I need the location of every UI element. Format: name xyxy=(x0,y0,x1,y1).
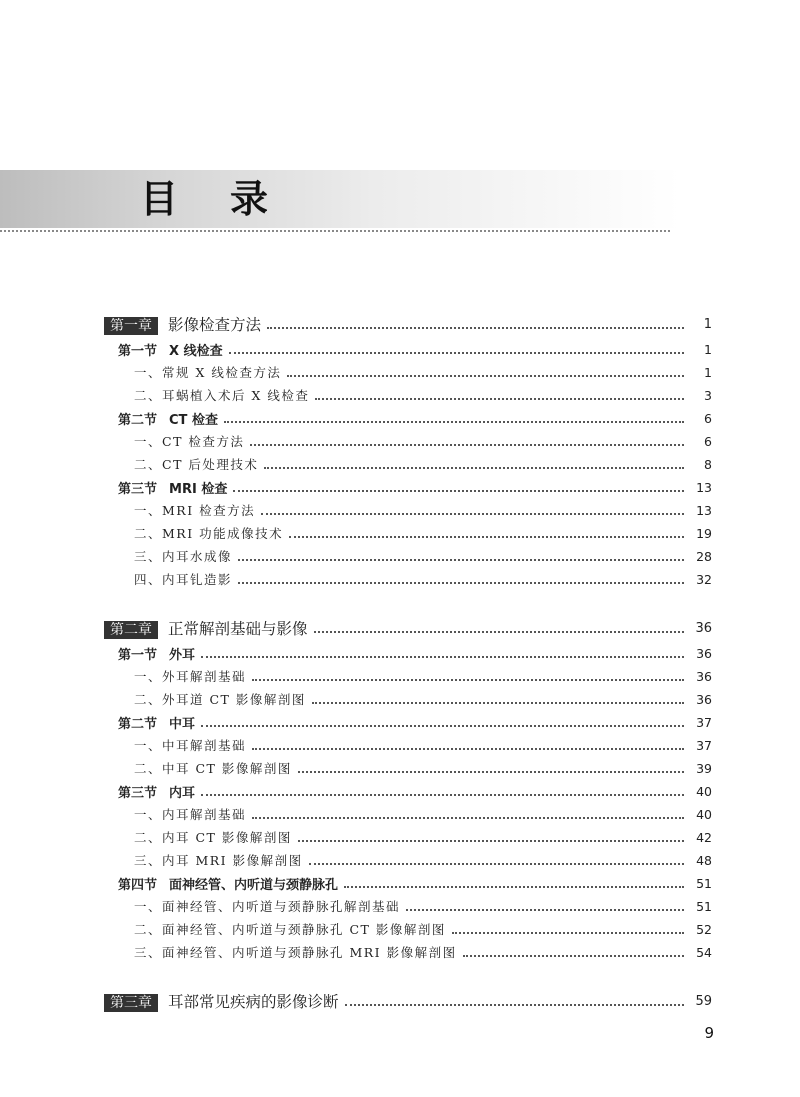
dot-leader xyxy=(250,444,684,446)
toc-entry-label xyxy=(134,851,303,869)
dot-leader xyxy=(201,794,684,796)
toc-entry-label xyxy=(118,644,195,663)
toc-item[interactable] xyxy=(134,733,712,757)
toc-section[interactable] xyxy=(118,337,712,361)
toc-page-number: 52 xyxy=(696,921,712,937)
dot-leader xyxy=(233,490,684,492)
item-title: 四、内耳钆造影 xyxy=(134,572,233,587)
toc-section[interactable] xyxy=(118,779,712,803)
toc-entry-label xyxy=(134,363,281,381)
toc-entry-label xyxy=(134,897,400,915)
section-title: 内耳 xyxy=(169,785,196,801)
toc-item[interactable] xyxy=(134,917,712,941)
toc-entry-label xyxy=(118,340,223,359)
toc-item[interactable] xyxy=(134,687,712,711)
toc-entry-label xyxy=(134,547,232,565)
page-title: 目录 xyxy=(140,177,321,221)
toc-entry-label xyxy=(134,524,283,542)
section-title: 中耳 xyxy=(169,716,196,732)
toc-item[interactable] xyxy=(134,664,712,688)
dot-leader xyxy=(261,513,684,515)
toc-page-number: 36 xyxy=(696,645,712,661)
toc-page-number: 48 xyxy=(696,852,712,868)
item-title: 二、耳蜗植入术后 X 线检查 xyxy=(134,388,310,403)
chapter-title: 正常解剖基础与影像 xyxy=(168,620,308,638)
toc-page-number: 28 xyxy=(696,548,712,564)
toc-page-number: 8 xyxy=(704,456,712,472)
toc-entry-label xyxy=(118,409,218,428)
toc-entry-label xyxy=(104,990,339,1012)
toc-entry-label xyxy=(134,920,446,938)
dot-leader xyxy=(345,1004,684,1006)
dot-leader xyxy=(252,679,684,681)
dot-leader xyxy=(298,840,684,842)
item-title: 二、面神经管、内听道与颈静脉孔 CT 影像解剖图 xyxy=(134,922,446,937)
toc-item[interactable] xyxy=(134,429,712,453)
toc-entry-label xyxy=(118,713,195,732)
toc-page-number: 36 xyxy=(695,620,712,636)
section-number: 第二节 xyxy=(118,716,158,732)
toc-entry-label xyxy=(134,759,292,777)
toc-entry-label xyxy=(134,432,244,450)
section-number: 第三节 xyxy=(118,785,158,801)
dot-leader xyxy=(264,467,684,469)
toc-page-number: 19 xyxy=(696,525,712,541)
toc-page-number: 36 xyxy=(696,668,712,684)
item-title: 一、外耳解剖基础 xyxy=(134,669,247,684)
toc-item[interactable] xyxy=(134,894,712,918)
toc-section[interactable] xyxy=(118,406,712,430)
item-title: 一、内耳解剖基础 xyxy=(134,807,247,822)
item-title: 一、常规 X 线检查方法 xyxy=(134,365,282,380)
toc-section[interactable] xyxy=(118,871,712,895)
chapter-badge: 第一章 xyxy=(104,317,158,335)
item-title: 一、MRI 检查方法 xyxy=(134,503,256,518)
item-title: 二、外耳道 CT 影像解剖图 xyxy=(134,692,306,707)
dot-leader xyxy=(452,932,684,934)
item-title: 三、内耳 MRI 影像解剖图 xyxy=(134,853,303,868)
dot-leader xyxy=(201,725,684,727)
toc-entry-label xyxy=(134,667,246,685)
section-number: 第一节 xyxy=(118,343,158,359)
dot-leader xyxy=(463,955,684,957)
toc-page-number: 37 xyxy=(696,737,712,753)
toc-page-number: 42 xyxy=(696,829,712,845)
toc-item[interactable] xyxy=(134,756,712,780)
toc-item[interactable] xyxy=(134,383,712,407)
toc-entry-label xyxy=(104,313,261,335)
toc-entry-label xyxy=(134,690,306,708)
dot-leader xyxy=(287,375,684,377)
dot-leader xyxy=(315,398,684,400)
toc-section[interactable] xyxy=(118,641,712,665)
dot-leader xyxy=(344,886,684,888)
toc-page-number: 3 xyxy=(704,387,712,403)
dot-leader xyxy=(267,327,684,329)
dot-leader xyxy=(312,702,684,704)
toc-page-number: 40 xyxy=(696,806,712,822)
toc-item[interactable] xyxy=(134,825,712,849)
dot-leader xyxy=(298,771,684,773)
item-title: 三、面神经管、内听道与颈静脉孔 MRI 影像解剖图 xyxy=(134,945,457,960)
toc-item[interactable] xyxy=(134,498,712,522)
dot-leader xyxy=(229,352,684,354)
section-title: CT 检查 xyxy=(169,412,218,428)
dot-leader xyxy=(224,421,684,423)
item-title: 二、MRI 功能成像技术 xyxy=(134,526,284,541)
chapter-badge: 第二章 xyxy=(104,621,158,639)
section-number: 第二节 xyxy=(118,412,158,428)
chapter-title: 影像检查方法 xyxy=(168,316,262,334)
toc-item[interactable] xyxy=(134,360,712,384)
toc-page-number: 37 xyxy=(696,714,712,730)
toc-page-number: 1 xyxy=(704,364,712,380)
toc-item[interactable] xyxy=(134,848,712,872)
dot-leader xyxy=(252,748,684,750)
section-number: 第一节 xyxy=(118,647,158,663)
page-number: 9 xyxy=(704,1024,714,1042)
toc-entry-label xyxy=(134,570,232,588)
chapter-title: 耳部常见疾病的影像诊断 xyxy=(168,993,339,1011)
dot-leader xyxy=(314,631,684,633)
toc-entry-label xyxy=(134,736,246,754)
dot-leader xyxy=(406,909,684,911)
toc-item[interactable] xyxy=(134,567,712,591)
toc-entry-label xyxy=(118,782,195,801)
toc-page-number: 6 xyxy=(704,433,712,449)
item-title: 二、CT 后处理技术 xyxy=(134,457,259,472)
toc-section[interactable] xyxy=(118,475,712,499)
toc-page-number: 51 xyxy=(696,898,712,914)
toc-page-number: 39 xyxy=(696,760,712,776)
toc-item[interactable] xyxy=(134,521,712,545)
toc-page-number: 32 xyxy=(696,571,712,587)
toc-page-number: 13 xyxy=(696,502,712,518)
toc-page-number: 36 xyxy=(696,691,712,707)
toc-entry-label xyxy=(134,386,309,404)
toc-page-number: 59 xyxy=(695,993,712,1009)
chapter-badge: 第三章 xyxy=(104,994,158,1012)
section-title: 外耳 xyxy=(169,647,196,663)
item-title: 一、CT 检查方法 xyxy=(134,434,245,449)
dot-leader xyxy=(289,536,684,538)
section-title: MRI 检查 xyxy=(169,481,228,497)
toc-entry-label xyxy=(104,617,308,639)
toc-page-number: 1 xyxy=(704,341,712,357)
toc-entry-label xyxy=(134,828,292,846)
toc-page-number: 54 xyxy=(696,944,712,960)
toc-entry-label xyxy=(134,805,246,823)
section-title: 面神经管、内听道与颈静脉孔 xyxy=(169,877,339,893)
dot-leader xyxy=(238,582,684,584)
toc-item[interactable] xyxy=(134,452,712,476)
toc-entry-label xyxy=(118,478,227,497)
dot-leader xyxy=(309,863,684,865)
item-title: 一、面神经管、内听道与颈静脉孔解剖基础 xyxy=(134,899,401,914)
toc-page-number: 1 xyxy=(703,316,712,332)
item-title: 一、中耳解剖基础 xyxy=(134,738,247,753)
toc-chapter[interactable] xyxy=(104,989,712,1013)
toc-section[interactable] xyxy=(118,710,712,734)
toc-page-number: 6 xyxy=(704,410,712,426)
item-title: 三、内耳水成像 xyxy=(134,549,233,564)
dot-leader xyxy=(252,817,684,819)
dot-leader xyxy=(238,559,684,561)
toc-item[interactable] xyxy=(134,940,712,964)
section-number: 第四节 xyxy=(118,877,158,893)
toc-entry-label xyxy=(134,943,457,961)
toc-chapter[interactable] xyxy=(104,616,712,640)
toc-page-number: 51 xyxy=(696,875,712,891)
toc-entry-label xyxy=(118,874,338,893)
item-title: 二、中耳 CT 影像解剖图 xyxy=(134,761,292,776)
toc-page-number: 40 xyxy=(696,783,712,799)
toc-entry-label xyxy=(134,501,255,519)
toc-page-number: 13 xyxy=(696,479,712,495)
item-title: 二、内耳 CT 影像解剖图 xyxy=(134,830,292,845)
toc-entry-label xyxy=(134,455,258,473)
toc-chapter[interactable] xyxy=(104,312,712,336)
dot-leader xyxy=(201,656,684,658)
section-title: X 线检查 xyxy=(169,343,223,359)
section-number: 第三节 xyxy=(118,481,158,497)
toc-item[interactable] xyxy=(134,802,712,826)
toc-item[interactable] xyxy=(134,544,712,568)
